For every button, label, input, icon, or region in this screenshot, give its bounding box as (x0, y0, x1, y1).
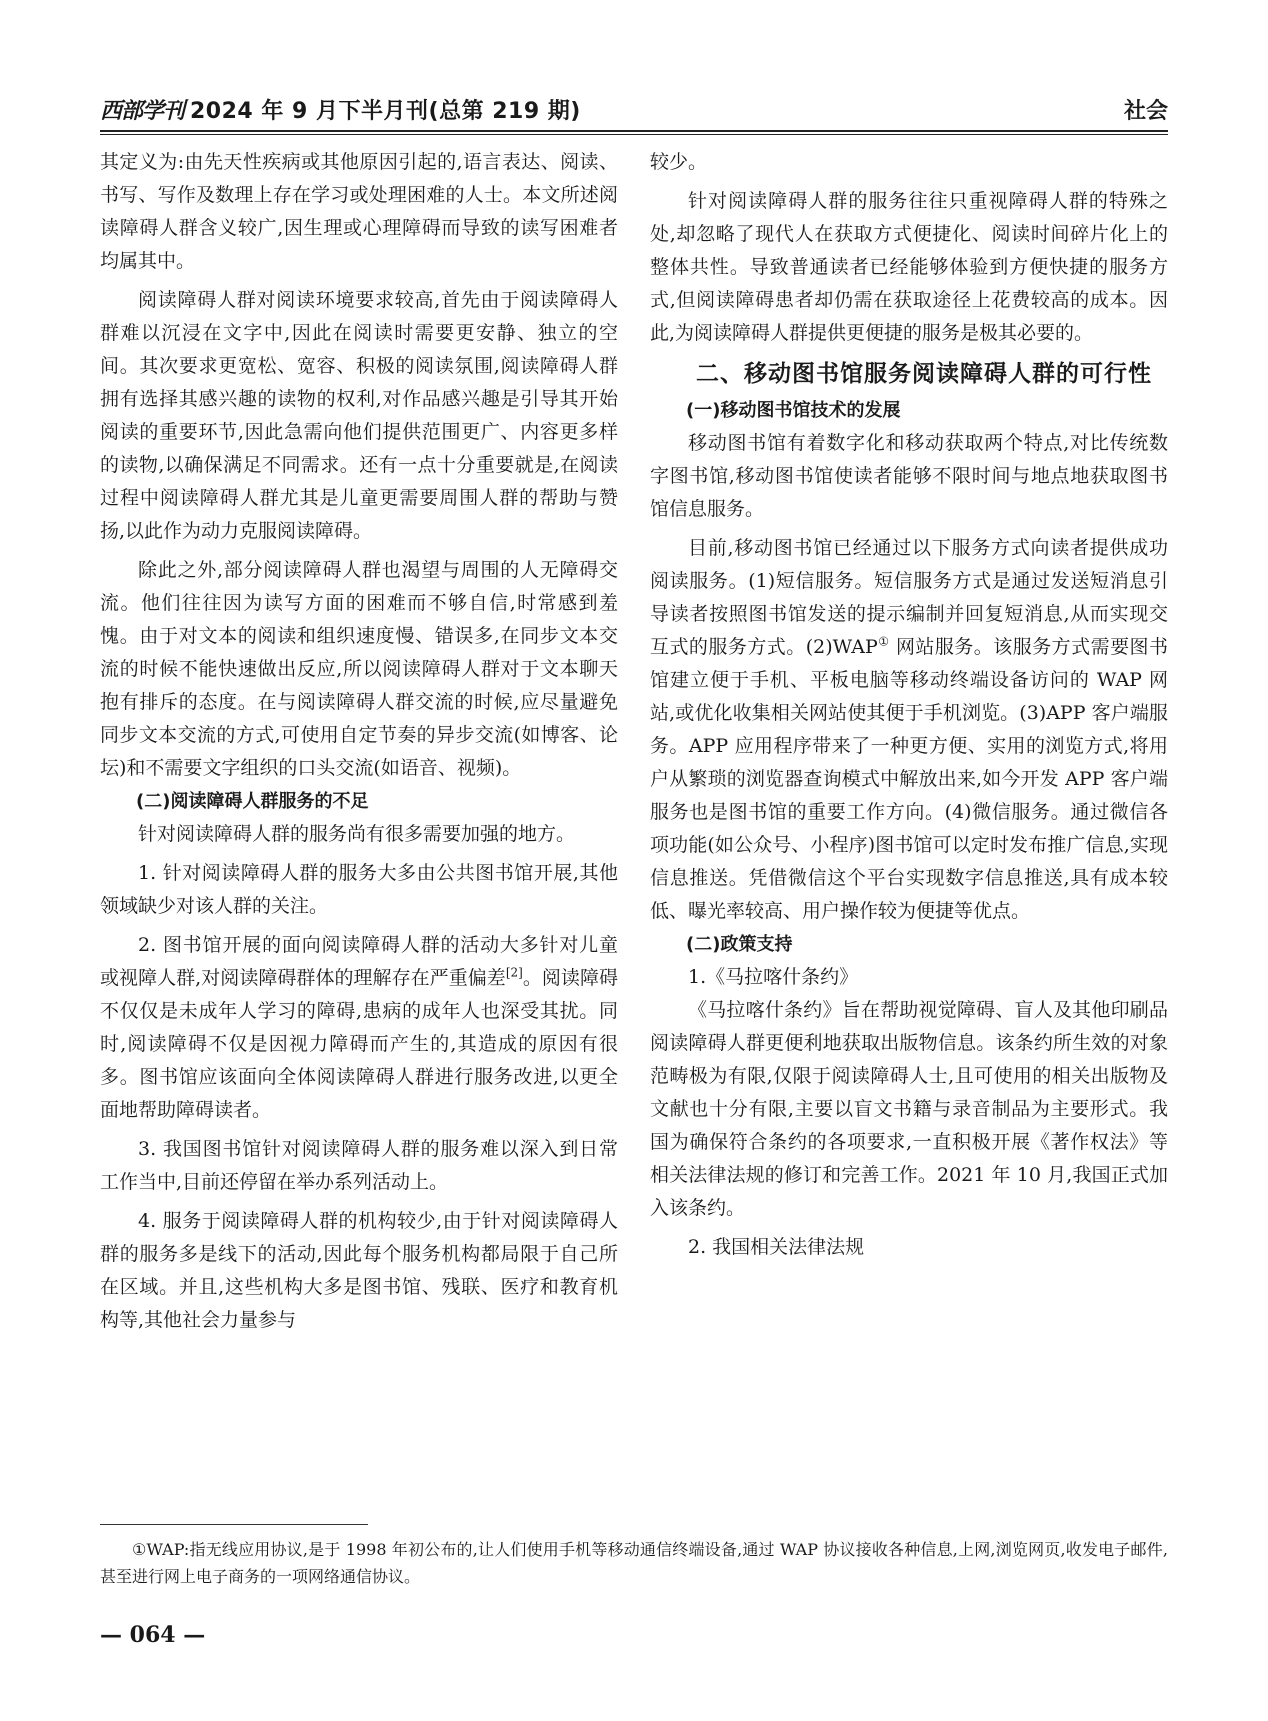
paragraph: 针对阅读障碍人群的服务往往只重视障碍人群的特殊之处,却忽略了现代人在获取方式便捷化、阅读时间碎片化上的整体共性。导致普通读者已经能够体验到方便快捷的服务方式,但阅读障碍患者却仍需在获取途径上花费较高的成本。因此,为阅读障碍人群提供更便捷的服务是极其必要的。 (650, 190, 1168, 344)
subsection-heading: (二)阅读障碍人群服务的不足 (136, 791, 369, 812)
footnote: ①WAP:指无线应用协议,是于 1998 年初公布的,让人们使用手机等移动通信终端设备,通过 WAP 协议接收各种信息,上网,浏览网页,收发电子邮件,甚至进行网上电子商务的一项网络通信协议。 (100, 1540, 1168, 1586)
paragraph: 移动图书馆有着数字化和移动获取两个特点,对比传统数字图书馆,移动图书馆使读者能够不限时间与地点地获取图书馆信息服务。 (650, 432, 1168, 520)
right-column (650, 146, 1168, 1264)
text-run: 2. 图书馆开展的面向阅读障碍人群的活动大多针对儿童或视障人群,对阅读障碍群体的理解存在严重偏差 (100, 934, 618, 989)
section-heading: 二、移动图书馆服务阅读障碍人群的可行性 (696, 361, 1152, 387)
section-label: 社会 (1123, 99, 1168, 124)
paragraph (650, 532, 1168, 928)
left-column (100, 146, 618, 1337)
paragraph: 阅读障碍人群对阅读环境要求较高,首先由于阅读障碍人群难以沉浸在文字中,因此在阅读时需要更安静、独立的空间。其次要求更宽松、宽容、积极的阅读氛围,阅读障碍人群拥有选择其感兴趣的读物的权利,对作品感兴趣是引导其开始阅读的重要环节,因此急需向他们提供范围更广、内容更多样的读物,以确保满足不同需求。还有一点十分重要就是,在阅读过程中阅读障碍人群尤其是儿童更需要周围人群的帮助与赞扬,以此作为动力克服阅读障碍。 (100, 289, 618, 542)
page-number: — 064 — (100, 1622, 206, 1648)
text-run: 。阅读障碍不仅仅是未成年人学习的障碍,患病的成年人也深受其扰。同时,阅读障碍不仅是因视力障碍而产生的,其造成的原因有很多。图书馆应该面向全体阅读障碍人群进行服务改进,以更全面地帮助障碍读者。 (100, 967, 618, 1121)
footnote-ref: ① (877, 634, 890, 649)
list-item: 1. 针对阅读障碍人群的服务大多由公共图书馆开展,其他领域缺少对该人群的关注。 (100, 862, 618, 917)
list-item: 4. 服务于阅读障碍人群的机构较少,由于针对阅读障碍人群的服务多是线下的活动,因此每个服务机构都局限于自己所在区域。并且,这些机构大多是图书馆、残联、医疗和教育机构等,其他社会力量参与 (100, 1210, 618, 1331)
subsection-heading: (一)移动图书馆技术的发展 (686, 400, 901, 421)
journal-logo: 西部学刊 (100, 98, 185, 124)
header-rule (100, 130, 1168, 132)
paragraph: 其定义为:由先天性疾病或其他原因引起的,语言表达、阅读、书写、写作及数理上存在学习或处理困难的人士。本文所述阅读障碍人群含义较广,因生理或心理障碍而导致的读写困难者均属其中。 (100, 151, 618, 272)
running-header (100, 92, 1168, 126)
citation-ref: [2] (505, 965, 523, 980)
text-run: 目前,移动图书馆已经通过以下服务方式向读者提供成功阅读服务。(1)短信服务。短信服务方式是通过发送短消息引导读者按照图书馆发送的提示编制并回复短消息,从而实现交互式的服务方式。(2)WAP (650, 537, 1168, 658)
issue-info: 2024 年 9 月下半月刊(总第 219 期) (190, 99, 581, 124)
paragraph: 1.《马拉喀什条约》 (688, 966, 859, 988)
paragraph: 《马拉喀什条约》旨在帮助视觉障碍、盲人及其他印刷品阅读障碍人群更便利地获取出版物信息。该条约所生效的对象范畴极为有限,仅限于阅读障碍人士,且可使用的相关出版物及文献也十分有限,主要以盲文书籍与录音制品为主要形式。我国为确保符合条约的各项要求,一直积极开展《著作权法》等相关法律法规的修订和完善工作。2021 年 10 月,我国正式加入该条约。 (650, 999, 1168, 1219)
list-item: 3. 我国图书馆针对阅读障碍人群的服务难以深入到日常工作当中,目前还停留在举办系列活动上。 (100, 1138, 618, 1193)
paragraph: 较少。 (650, 151, 708, 173)
header-rule-thin (100, 134, 1168, 135)
list-item (100, 929, 618, 1127)
text-run: 网站服务。该服务方式需要图书馆建立便于手机、平板电脑等移动终端设备访问的 WAP 网站,或优化收集相关网站使其便于手机浏览。(3)APP 客户端服务。APP 应用程序带来了一种更方便、实用的浏览方式,将用户从繁琐的浏览器查询模式中解放出来,如今开发 APP 客户端服务也是图书馆的重要工作方向。(4)微信服务。通过微信各项功能(如公众号、小程序)图书馆可以定时发布推广信息,实现信息推送。凭借微信这个平台实现数字信息推送,具有成本较低、曝光率较高、用户操作较为便捷等优点。 (650, 636, 1168, 922)
subsection-heading: (二)政策支持 (686, 934, 793, 955)
paragraph: 针对阅读障碍人群的服务尚有很多需要加强的地方。 (138, 823, 576, 845)
paragraph: 2. 我国相关法律法规 (688, 1236, 865, 1258)
paragraph: 除此之外,部分阅读障碍人群也渴望与周围的人无障碍交流。他们往往因为读写方面的困难而不够自信,时常感到羞愧。由于对文本的阅读和组织速度慢、错误多,在同步文本交流的时候不能快速做出反应,所以阅读障碍人群对于文本聊天抱有排斥的态度。在与阅读障碍人群交流的时候,应尽量避免同步文本交流的方式,可使用自定节奏的异步交流(如博客、论坛)和不需要文字组织的口头交流(如语音、视频)。 (100, 559, 618, 779)
footnote-rule (100, 1524, 368, 1525)
